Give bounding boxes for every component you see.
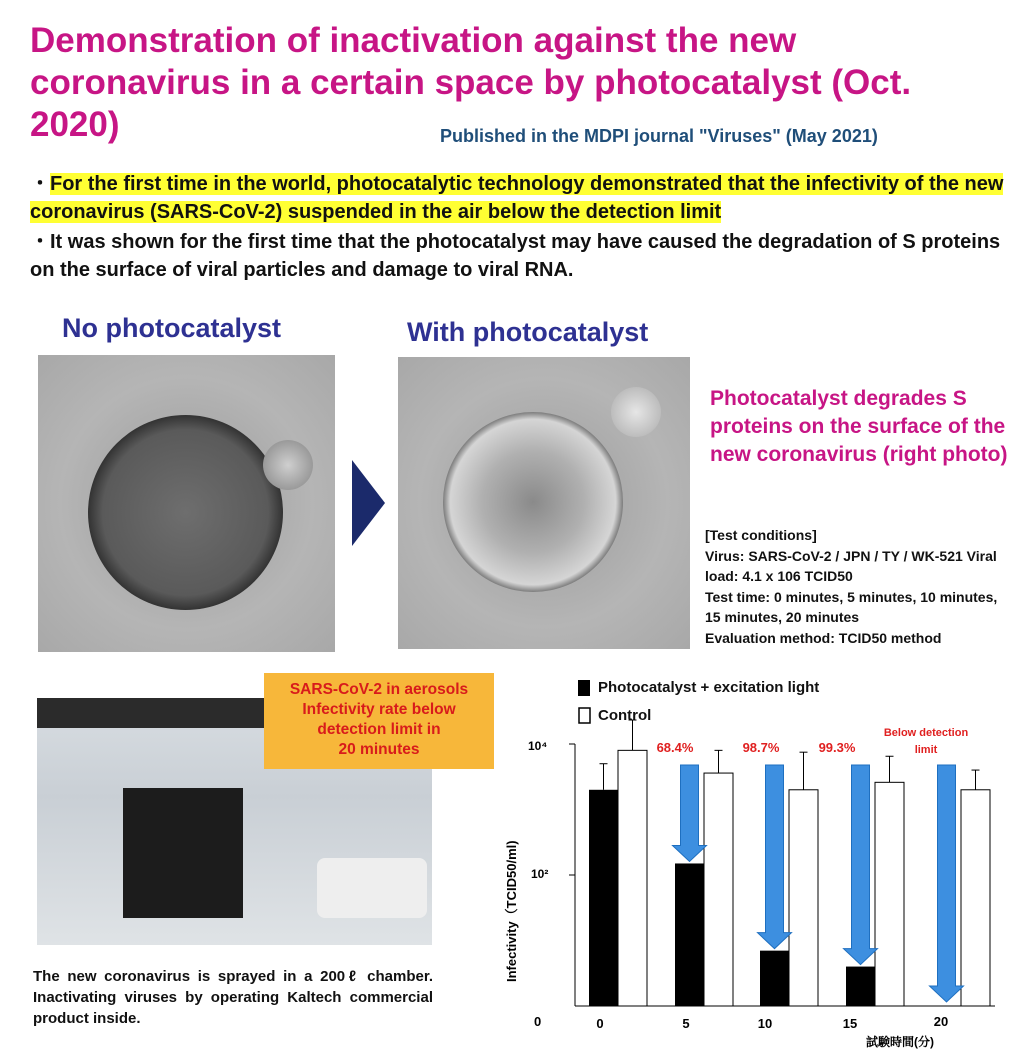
bullet-first-in-world [30, 170, 1005, 226]
virus-particle-small [611, 387, 661, 437]
publication-note: Published in the MDPI journal "Viruses" (May 2021) [440, 126, 878, 146]
label-no-photocatalyst: No photocatalyst [62, 313, 282, 343]
x-axis-label: 試験時間(分) [866, 1035, 934, 1049]
callout-line: SARS-CoV-2 in aerosols [289, 681, 469, 698]
bar-photocatalyst-5 [675, 863, 704, 1006]
aerosol-callout-text [264, 673, 494, 760]
y-tick-label-0: 0 [534, 1014, 542, 1029]
page-title: Demonstration of inactivation against the new coronavirus in a certain space by photocatalyst (Oct. 2020) [30, 21, 912, 144]
virus-particle-small [263, 440, 313, 490]
reduction-arrow-icon [930, 765, 964, 1002]
reduction-label-15: 99.3% [818, 740, 856, 755]
infectivity-chart [495, 670, 1015, 1055]
bullet-marker: ・ [30, 173, 50, 195]
test-conditions-method: Evaluation method: TCID50 method [705, 629, 942, 646]
bar-photocatalyst-15 [846, 967, 875, 1006]
bar-photocatalyst-0 [589, 790, 618, 1006]
nebulizer-device [317, 858, 427, 918]
x-tick-15: 15 [842, 1016, 858, 1031]
chamber-caption: The new coronavirus is sprayed in a 200ℓ chamber. Inactivating viruses by operating Kaltech commercial product inside. [33, 968, 433, 1027]
callout-line: detection limit in [317, 721, 441, 738]
bar-control-20 [961, 790, 990, 1006]
highlighted-text: For the first time in the world, photocatalytic technology demonstrated that the infectivity of the new coronavirus (SARS-CoV-2) suspended in the air below the detection limit [30, 173, 1004, 223]
photocatalyst-panel [123, 788, 243, 918]
reduction-label-10: 98.7% [742, 740, 780, 755]
aerosol-callout [264, 673, 494, 769]
label-with-photocatalyst: With photocatalyst [407, 317, 649, 347]
legend-control: Control [598, 707, 652, 724]
legend-photocatalyst: Photocatalyst + excitation light [598, 679, 820, 696]
bullet-s-protein: ・It was shown for the first time that the photocatalyst may have caused the degradation of S proteins on the surface of viral particles and damage to viral RNA. [30, 231, 1001, 281]
y-tick-label-10e4: 10⁴ [528, 739, 548, 753]
bar-control-15 [875, 782, 904, 1006]
bars-group [589, 720, 990, 1006]
x-tick-0: 0 [596, 1016, 604, 1031]
reduction-arrow-icon [673, 765, 707, 861]
arrow-right-icon [352, 460, 385, 546]
x-tick-20: 20 [933, 1014, 949, 1029]
bar-control-10 [789, 790, 818, 1006]
y-axis-label: Infectivity（TCID50/ml) [504, 840, 519, 982]
test-conditions-heading: [Test conditions] [705, 527, 817, 543]
x-tick-5: 5 [682, 1016, 690, 1031]
legend-swatch-photocatalyst [578, 680, 590, 696]
micrograph-with-photocatalyst [398, 357, 690, 649]
callout-line: 20 minutes [338, 741, 420, 758]
bar-control-0 [618, 750, 647, 1006]
test-conditions [705, 525, 1010, 648]
below-detection-label: Below detection limit [883, 727, 969, 756]
reduction-arrow-icon [844, 765, 878, 965]
micrograph-no-photocatalyst [38, 355, 335, 652]
legend-swatch-control [579, 708, 590, 723]
bar-photocatalyst-10 [760, 951, 789, 1006]
bar-control-5 [704, 773, 733, 1006]
reduction-arrow-icon [758, 765, 792, 949]
x-tick-10: 10 [757, 1016, 773, 1031]
test-conditions-time: Test time: 0 minutes, 5 minutes, 10 minutes, 15 minutes, 20 minutes [705, 588, 998, 625]
test-conditions-virus: Virus: SARS-CoV-2 / JPN / TY / WK-521 Viral load: 4.1 x 106 TCID50 [705, 547, 997, 584]
callout-line: Infectivity rate below [302, 701, 456, 718]
degradation-description: Photocatalyst degrades S proteins on the surface of the new coronavirus (right photo) [710, 387, 1008, 466]
virus-particle [443, 412, 623, 592]
y-tick-label-10e2: 10² [531, 867, 549, 881]
virus-particle [88, 415, 283, 610]
reduction-label-5: 68.4% [656, 740, 694, 755]
